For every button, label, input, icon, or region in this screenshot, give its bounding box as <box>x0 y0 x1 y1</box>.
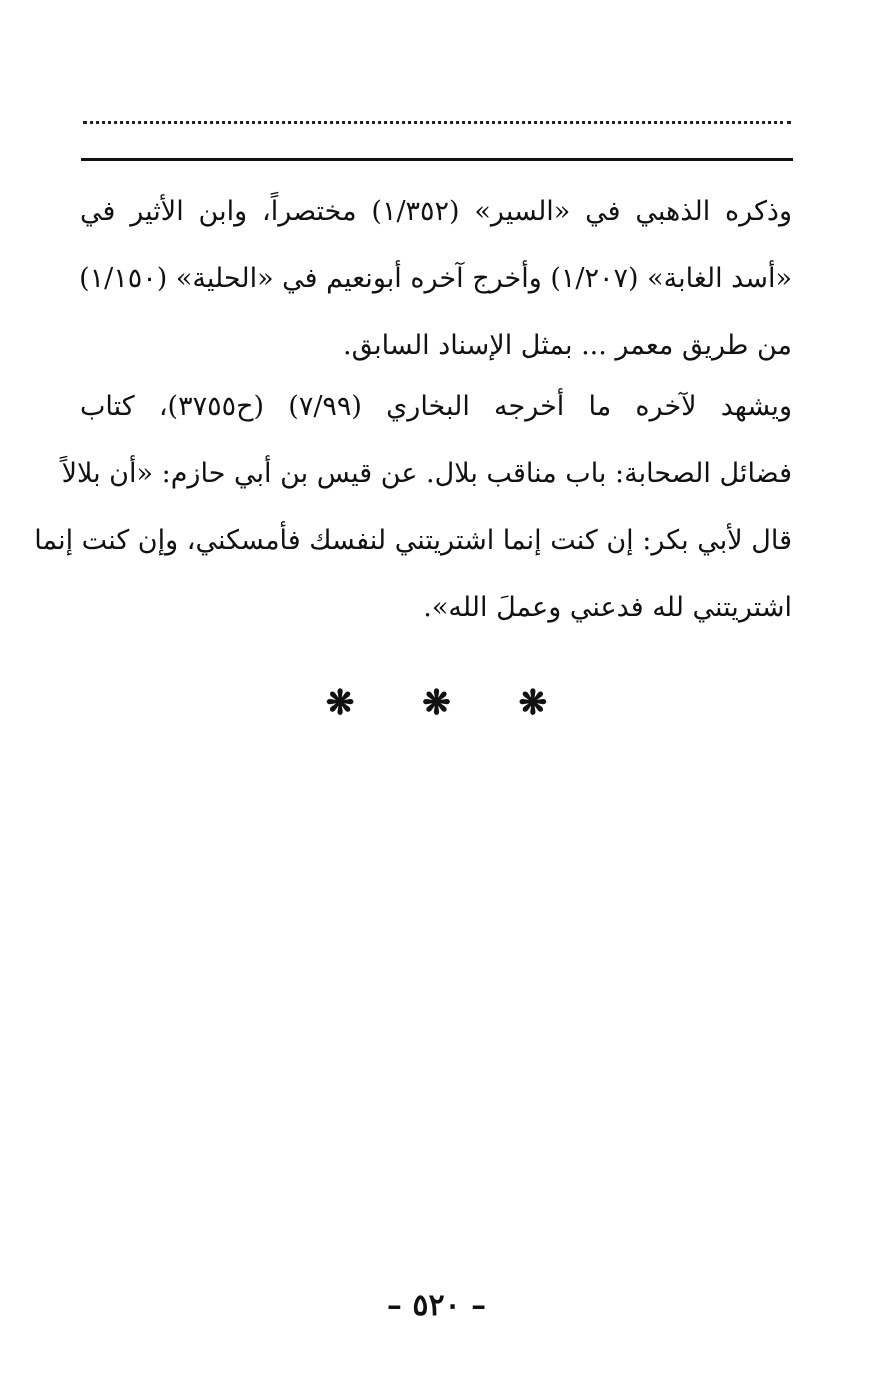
paragraph-line: «أسد الغابة» (١/٢٠٧) وأخرج آخره أبونعيم في «الحلية» (١/١٥٠) <box>79 263 792 294</box>
footnote-rule <box>81 158 793 161</box>
section-separator-stars <box>0 683 873 723</box>
paragraph-1 <box>80 178 792 379</box>
star-icon: ❋ <box>422 683 451 723</box>
paragraph-line: اشتريتني لله فدعني وعملَ الله». <box>423 592 792 623</box>
star-icon: ❋ <box>518 683 548 723</box>
paragraph-line: وذكره الذهبي في «السير» (١/٣٥٢) مختصراً، وابن الأثير في <box>80 196 792 227</box>
paragraph-2 <box>34 373 792 641</box>
dotted-separator-line <box>83 121 791 124</box>
paragraph-line: من طريق معمر ... بمثل الإسناد السابق. <box>343 330 792 361</box>
paragraph-line: قال لأبي بكر: إن كنت إنما اشتريتني لنفسك فأمسكني، وإن كنت إنما <box>34 525 792 556</box>
paragraph-line: ويشهد لآخره ما أخرجه البخاري (٧/٩٩) (ح٣٧٥٥)، كتاب <box>80 391 792 422</box>
page-number: – ٥٢٠ – <box>386 1288 487 1323</box>
paragraph-line: فضائل الصحابة: باب مناقب بلال. عن قيس بن أبي حازم: «أن بلالاً <box>61 458 792 489</box>
star-icon: ❋ <box>325 683 355 723</box>
